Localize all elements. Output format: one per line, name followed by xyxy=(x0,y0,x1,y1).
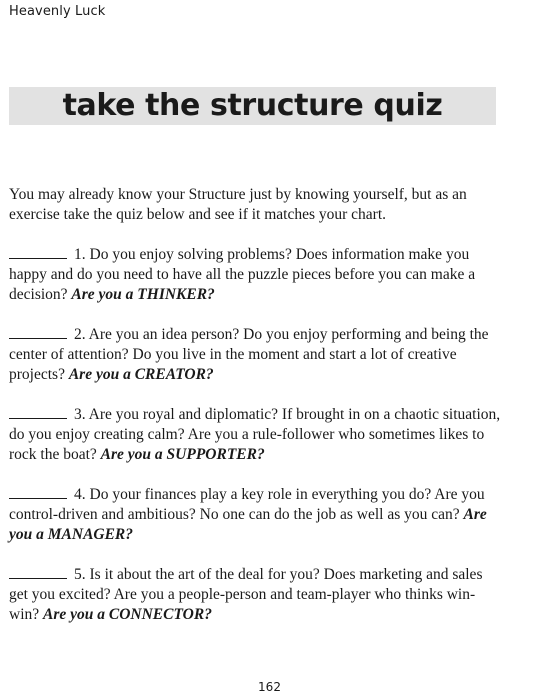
quiz-question-1 xyxy=(9,245,501,305)
question-text: Are you an idea person? Do you enjoy performing and being the center of attention? Do you live in the moment and start a lot of creative projects? xyxy=(9,326,489,383)
question-number: 4. xyxy=(74,486,86,503)
quiz-question-2 xyxy=(9,325,501,385)
answer-blank[interactable] xyxy=(9,245,67,259)
question-number: 2. xyxy=(74,326,86,343)
answer-blank[interactable] xyxy=(9,485,67,499)
answer-blank[interactable] xyxy=(9,565,67,579)
quiz-question-4 xyxy=(9,485,501,545)
structure-type-question: Are you a CONNECTOR? xyxy=(43,606,212,623)
question-text: Do you enjoy solving problems? Does information make you happy and do you need to have all the puzzle pieces before you can make a decision? xyxy=(9,246,476,303)
page-number: 162 xyxy=(258,680,281,694)
structure-type-question: Are you a THINKER? xyxy=(71,286,215,303)
question-text: Is it about the art of the deal for you? Does marketing and sales get you excited? Are you a people-person and team-player who thinks win-win? xyxy=(9,566,483,623)
question-number: 3. xyxy=(74,406,86,423)
structure-type-question: Are you a CREATOR? xyxy=(68,366,214,383)
question-number: 5. xyxy=(74,566,86,583)
intro-paragraph: You may already know your Structure just by knowing yourself, but as an exercise take the quiz below and see if it matches your chart. xyxy=(9,186,467,223)
title-banner xyxy=(9,87,496,125)
answer-blank[interactable] xyxy=(9,325,67,339)
structure-type-question: Are you a MANAGER? xyxy=(9,506,487,543)
page-title: take the structure quiz xyxy=(62,88,443,123)
answer-blank[interactable] xyxy=(9,405,67,419)
quiz-question-3 xyxy=(9,405,501,465)
question-number: 1. xyxy=(74,246,86,263)
question-text: Are you royal and diplomatic? If brought in on a chaotic situation, do you enjoy creating calm? Are you a rule-follower who sometimes likes to rock the boat? xyxy=(9,406,501,463)
question-text: Do your finances play a key role in everything you do? Are you control-driven and ambitious? No one can do the job as well as you can? xyxy=(9,486,485,523)
structure-type-question: Are you a SUPPORTER? xyxy=(100,446,265,463)
quiz-question-5 xyxy=(9,565,501,625)
running-header: Heavenly Luck xyxy=(9,4,106,19)
